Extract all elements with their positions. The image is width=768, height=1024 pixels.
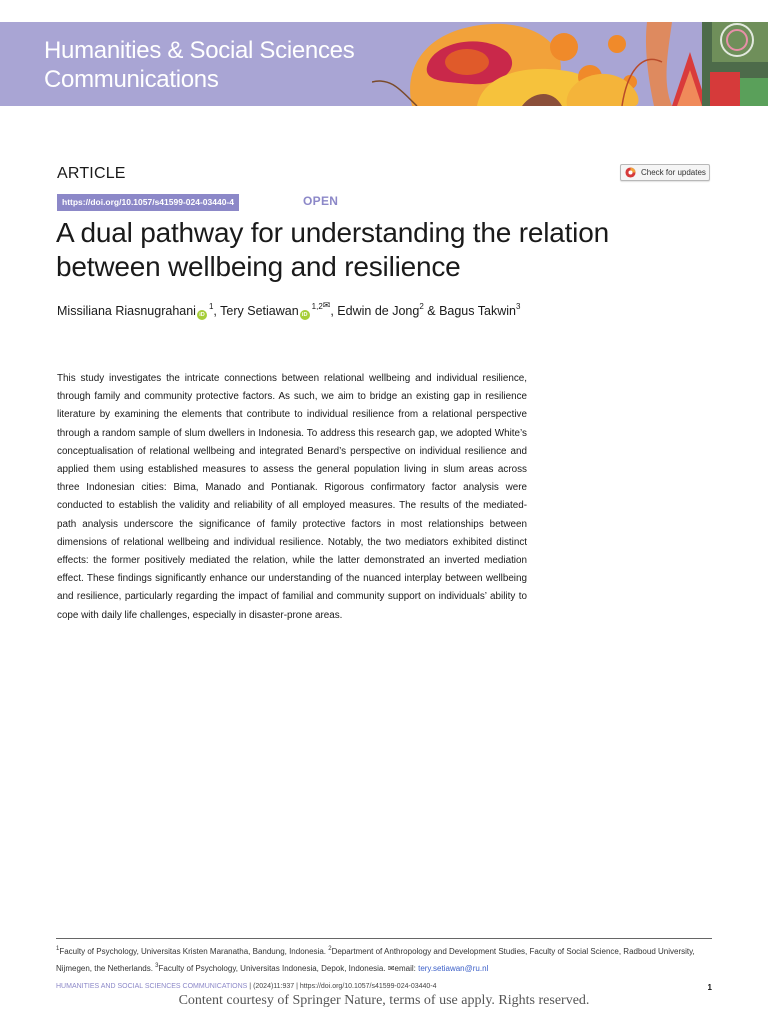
affiliation-footnotes [56,942,712,976]
email-label: email: [394,964,419,973]
envelope-icon[interactable]: ✉ [322,300,331,310]
envelope-icon: ✉ [387,964,395,973]
author-affiliation-sup: 1 [208,302,214,311]
author-affiliation-sup: 1,2 [311,302,323,311]
footer-journal-name[interactable]: HUMANITIES AND SOCIAL SCIENCES COMMUNICATIONS [56,983,248,990]
author-affiliation-sup: 3 [515,302,521,311]
journal-title[interactable] [44,36,354,94]
corresponding-email-link[interactable]: tery.setiawan@ru.nl [418,964,489,973]
affiliation-1: Faculty of Psychology, Universitas Kristen Maranatha, Bandung, Indonesia. [59,947,329,956]
author-name[interactable]: Tery Setiawan [220,304,299,318]
open-access-label: OPEN [303,194,339,208]
affiliation-3: Faculty of Psychology, Universitas Indonesia, Depok, Indonesia. [158,964,388,973]
footer-citation: | (2024)11:937 | https://doi.org/10.1057/s41599-024-03440-4 [247,983,437,990]
author-affiliation-sup: 2 [419,302,424,311]
footnote-sup: 2 [328,946,332,952]
journal-banner [0,22,768,106]
page-number: 1 [707,983,712,992]
check-updates-label: Check for updates [641,168,706,177]
author-name[interactable]: Edwin de Jong [337,304,420,318]
affiliation-2: Department of Anthropology and Development Studies, Faculty of Social Science, Radboud University, Nijmegen, the Netherlands. [56,947,695,973]
check-for-updates-button[interactable] [620,164,710,181]
banner-artwork [372,22,768,106]
author-name[interactable]: Missiliana Riasnugrahani [57,304,196,318]
footnotes-divider [56,938,712,939]
footnote-sup: 3 [155,963,159,969]
doi-badge-link[interactable]: https://doi.org/10.1057/s41599-024-03440-4 [57,194,239,211]
paper-title-line1: A dual pathway for understanding the relation [56,217,609,248]
author-name[interactable]: Bagus Takwin [439,304,516,318]
journal-title-line1: Humanities & Social Sciences [44,37,355,64]
orcid-icon[interactable]: iD [300,310,310,320]
page-footer [56,983,712,990]
author-separator: , [213,304,221,318]
article-type-label: ARTICLE [57,165,126,182]
author-separator: , [330,304,338,318]
abstract-text: This study investigates the intricate connections between relational wellbeing and individual resilience, through family and community protective factors. As such, we aim to bridge an existing gap in resilience literature by examining the elements that contribute to individual resilience from a relational perspective through a random sample of slum dwellers in Indonesia. To address this research gap, we adopted White’s conceptualisation of relational wellbeing and integrated Benard’s perspective on individual resilience and applied them using established measures to assess the general population living in slum areas across three Indonesian cities: Bima, Manado and Pontianak. Rigorous confirmatory factor analysis were conducted to establish the validity and reliability of all employed measures. The results of the mediated-path analysis underscore the significance of family protective factors in most relationships between dimensions of relational wellbeing and individual resilience. Notably, the two mediators exhibited distinct effects: the former positively mediated the relation, while the latter demonstrated an inverted mediation effect. These findings significantly enhance our understanding of the nuanced interplay between wellbeing and resilience, particularly regarding the impact of familial and community support on individuals’ ability to cope with daily life challenges, especially in disaster-prone areas. [57,373,527,621]
author-separator: & [423,304,440,318]
journal-title-line2: Communications [44,66,219,93]
courtesy-notice: Content courtesy of Springer Nature, terms of use apply. Rights reserved. [178,993,590,1008]
footnote-sup: 1 [56,946,60,952]
orcid-icon[interactable]: iD [197,310,207,320]
author-list [57,300,737,320]
paper-title [56,216,736,284]
paper-title-line2: between wellbeing and resilience [56,251,461,282]
check-updates-icon [625,167,636,178]
